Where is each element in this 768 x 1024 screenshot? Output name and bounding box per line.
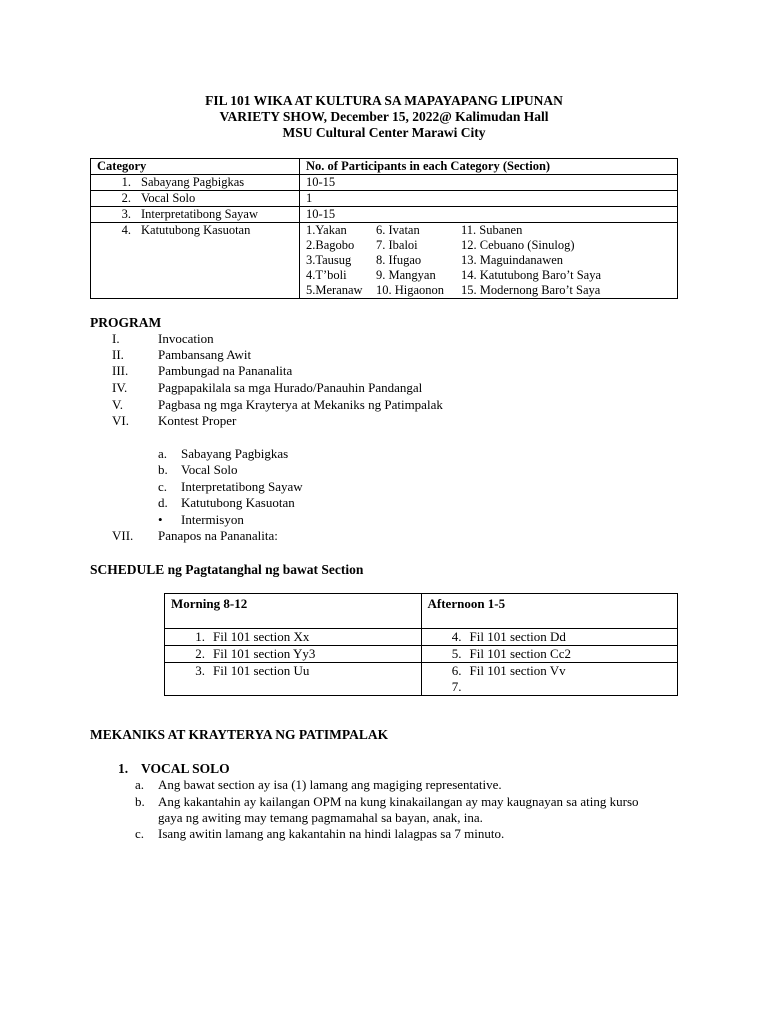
category-name: Vocal Solo — [141, 191, 196, 205]
participant-count: 1 — [300, 191, 678, 207]
contest-sublist-label: d. — [158, 495, 168, 510]
category-number: 3. — [121, 207, 131, 221]
rule-text: Ang bawat section ay isa (1) lamang ang magiging representative. — [158, 777, 502, 792]
document-title-line1: FIL 101 WIKA AT KULTURA SA MAPAYAPANG LIPUNAN — [205, 93, 563, 108]
rule-label: c. — [135, 826, 145, 841]
contest-sublist-text: Vocal Solo — [181, 462, 238, 477]
rule-text: Isang awitin lamang ang kakantahin na hindi lalagpas sa 7 minuto. — [158, 826, 505, 841]
ethnic-group: 15. Modernong Baro’t Saya — [461, 283, 601, 297]
ethnic-group: 5.Meranaw — [306, 283, 363, 297]
schedule-section: Fil 101 section Cc2 — [469, 646, 571, 661]
program-heading: PROGRAM — [90, 315, 162, 330]
schedule-section: Fil 101 section Dd — [469, 629, 566, 644]
schedule-section: Fil 101 section Yy3 — [213, 646, 316, 661]
contest-sublist-text: Katutubong Kasuotan — [181, 495, 295, 510]
schedule-number: 7. — [451, 679, 462, 694]
mechanics-heading: MEKANIKS AT KRAYTERYA NG PATIMPALAK — [90, 727, 389, 742]
category-number: 4. — [121, 223, 131, 237]
schedule-section: Fil 101 section Vv — [469, 663, 566, 678]
program-item-text: Pambansang Awit — [158, 347, 252, 362]
contest-sublist-text: Intermisyon — [181, 512, 244, 527]
rule-text-continued: gaya ng awiting may temang pagmamahal sa bayan, anak, ina. — [158, 810, 483, 825]
contest-sublist-label: b. — [158, 462, 168, 477]
schedule-heading: SCHEDULE ng Pagtatanghal ng bawat Section — [90, 562, 364, 577]
schedule-number: 1. — [195, 629, 205, 644]
category-row — [91, 223, 678, 299]
ethnic-group: 13. Maguindanawen — [461, 253, 564, 267]
category-name: Interpretatibong Sayaw — [141, 207, 258, 221]
ethnic-group: 8. Ifugao — [376, 253, 422, 267]
contest-sublist-text: Sabayang Pagbigkas — [181, 446, 289, 461]
category-row — [91, 191, 678, 207]
ethnic-group: 9. Mangyan — [376, 268, 436, 282]
ethnic-group: 12. Cebuano (Sinulog) — [461, 238, 575, 252]
schedule-header-row — [165, 594, 678, 629]
category-name: Sabayang Pagbigkas — [141, 175, 245, 189]
rule-label: b. — [135, 794, 145, 809]
ethnic-group: 1.Yakan — [306, 223, 347, 237]
ethnic-group: 11. Subanen — [461, 223, 523, 237]
category-header-row — [91, 159, 678, 175]
category-row — [91, 175, 678, 191]
mechanics-section-number: 1. — [118, 761, 129, 776]
program-item-number: IV. — [112, 380, 128, 395]
schedule-section: Fil 101 section Uu — [213, 663, 310, 678]
category-row — [91, 207, 678, 223]
schedule-row — [165, 663, 678, 696]
schedule-number: 6. — [451, 663, 462, 678]
schedule-row — [165, 629, 678, 646]
schedule-number: 5. — [451, 646, 462, 661]
contest-sublist-label: c. — [158, 479, 168, 494]
participant-count: 10-15 — [300, 175, 678, 191]
document-title-line2: VARIETY SHOW, December 15, 2022@ Kalimudan Hall — [219, 109, 549, 124]
participant-count: 10-15 — [300, 207, 678, 223]
schedule-table — [164, 593, 678, 696]
program-item-text: Pagbasa ng mga Krayterya at Mekaniks ng Patimpalak — [158, 397, 443, 412]
contest-sublist-text: Interpretatibong Sayaw — [181, 479, 303, 494]
mechanics-section-title: VOCAL SOLO — [141, 761, 230, 776]
ethnic-group: 4.T’boli — [306, 268, 347, 282]
schedule-number: 2. — [195, 646, 205, 661]
category-number: 2. — [121, 191, 131, 205]
program-item-number: I. — [112, 331, 120, 346]
category-table — [90, 158, 678, 299]
rule-label: a. — [135, 777, 145, 792]
program-item-text: Pagpapakilala sa mga Hurado/Panauhin Pandangal — [158, 380, 423, 395]
schedule-number: 4. — [451, 629, 462, 644]
ethnic-group: 7. Ibaloi — [376, 238, 418, 252]
category-column-header: Category — [91, 159, 300, 175]
program-item-number: II. — [112, 347, 124, 362]
contest-sublist-label: a. — [158, 446, 168, 461]
participants-column-header: No. of Participants in each Category (Section) — [300, 159, 678, 175]
afternoon-header: Afternoon 1-5 — [421, 594, 678, 629]
schedule-number: 3. — [195, 663, 205, 678]
program-item-text: Panapos na Pananalita: — [158, 528, 278, 543]
schedule-row — [165, 646, 678, 663]
category-name: Katutubong Kasuotan — [141, 223, 251, 237]
ethnic-group: 10. Higaonon — [376, 283, 445, 297]
document-title-line3: MSU Cultural Center Marawi City — [282, 125, 486, 140]
bullet-icon: • — [158, 512, 163, 527]
program-item-number: VI. — [112, 413, 129, 428]
program-item-number: III. — [112, 363, 129, 378]
rule-text: Ang kakantahin ay kailangan OPM na kung kinakailangan ay may kaugnayan sa ating kurso — [158, 794, 639, 809]
ethnic-group-list — [300, 223, 678, 299]
ethnic-group: 2.Bagobo — [306, 238, 355, 252]
ethnic-group: 14. Katutubong Baro’t Saya — [461, 268, 602, 282]
ethnic-group: 3.Tausug — [306, 253, 352, 267]
schedule-section: Fil 101 section Xx — [213, 629, 310, 644]
morning-header: Morning 8-12 — [165, 594, 422, 629]
program-item-text: Kontest Proper — [158, 413, 237, 428]
ethnic-group: 6. Ivatan — [376, 223, 420, 237]
program-item-text: Invocation — [158, 331, 214, 346]
category-number: 1. — [121, 175, 131, 189]
program-item-text: Pambungad na Pananalita — [158, 363, 293, 378]
program-item-number: VII. — [112, 528, 134, 543]
program-item-number: V. — [112, 397, 123, 412]
